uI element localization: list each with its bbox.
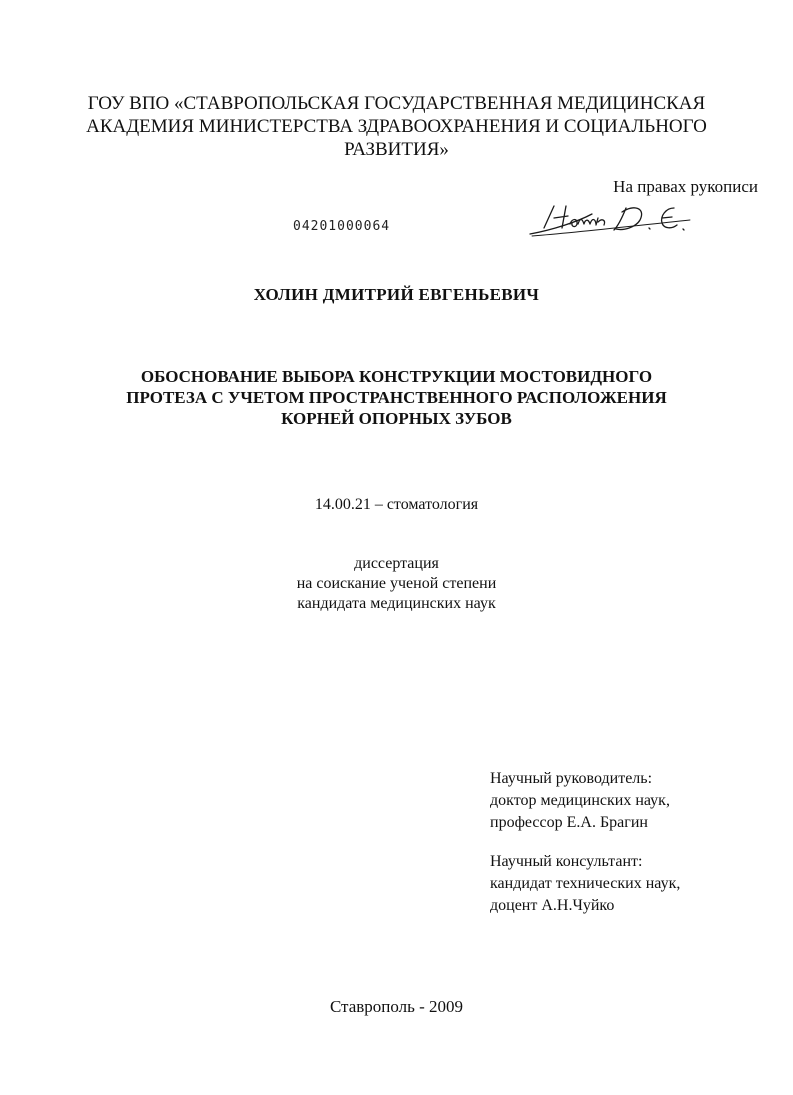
author-name: ХОЛИН ДМИТРИЙ ЕВГЕНЬЕВИЧ bbox=[253, 285, 540, 304]
scientific-consultant bbox=[490, 851, 680, 917]
institution-line: ГОУ ВПО «СТАВРОПОЛЬСКАЯ ГОСУДАРСТВЕННАЯ МЕДИЦИНСКАЯ bbox=[87, 93, 706, 114]
city-year: Ставрополь - 2009 bbox=[329, 997, 464, 1016]
manuscript-rights-note: На правах рукописи bbox=[613, 177, 758, 196]
consultant-line: кандидат технических наук, bbox=[490, 875, 681, 892]
institution-line: РАЗВИТИЯ» bbox=[344, 139, 449, 160]
title-line: КОРНЕЙ ОПОРНЫХ ЗУБОВ bbox=[281, 409, 512, 428]
degree-line: на соискание ученой степени bbox=[296, 575, 497, 592]
dissertation-title bbox=[0, 366, 793, 429]
scientific-advisor bbox=[490, 768, 670, 834]
record-number: 04201000064 bbox=[293, 219, 391, 234]
signature-icon bbox=[522, 196, 712, 244]
specialty-code: 14.00.21 – стоматология bbox=[314, 496, 479, 513]
title-line: ПРОТЕЗА С УЧЕТОМ ПРОСТРАНСТВЕННОГО РАСПОЛОЖЕНИЯ bbox=[126, 388, 667, 407]
consultant-line: Научный консультант: bbox=[490, 853, 643, 870]
degree-line: диссертация bbox=[354, 555, 439, 572]
advisor-line: профессор Е.А. Брагин bbox=[490, 814, 648, 831]
title-line: ОБОСНОВАНИЕ ВЫБОРА КОНСТРУКЦИИ МОСТОВИДНОГО bbox=[140, 367, 653, 386]
advisor-line: Научный руководитель: bbox=[490, 770, 653, 787]
degree-line: кандидата медицинских наук bbox=[297, 595, 496, 612]
advisor-line: доктор медицинских наук, bbox=[490, 792, 670, 809]
institution-line: АКАДЕМИЯ МИНИСТЕРСТВА ЗДРАВООХРАНЕНИЯ И СОЦИАЛЬНОГО bbox=[86, 116, 707, 137]
degree-statement bbox=[0, 554, 793, 614]
institution-header bbox=[0, 92, 793, 161]
consultant-line: доцент А.Н.Чуйко bbox=[490, 897, 615, 914]
